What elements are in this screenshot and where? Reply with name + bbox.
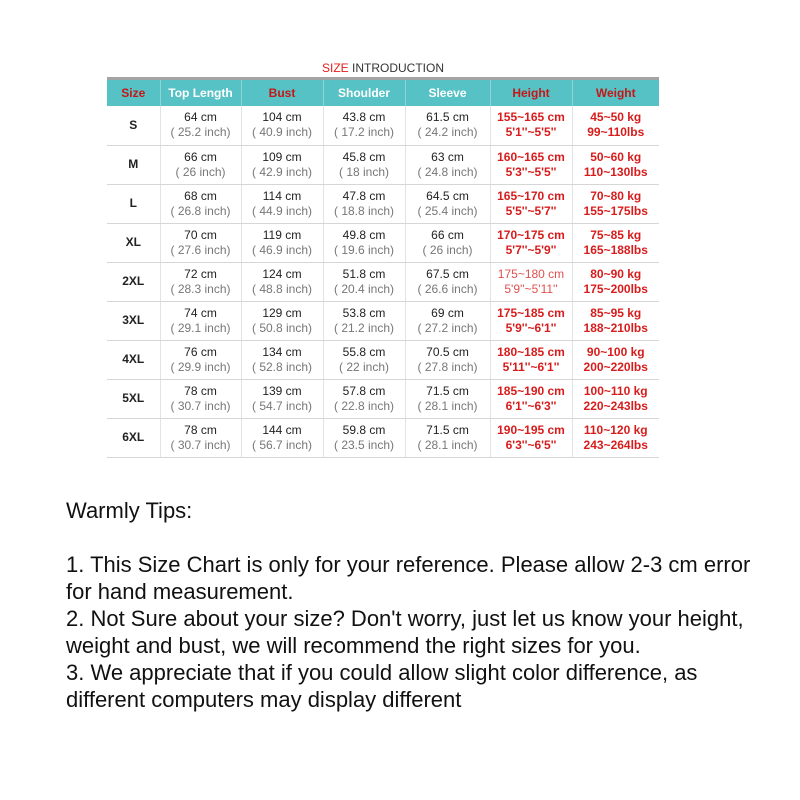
height-secondary: 5'5''~5'7'': [505, 203, 557, 218]
height-primary: 170~175 cm: [497, 227, 565, 242]
shoulder-cm: 47.8 cm: [342, 188, 386, 203]
chart-title-rest: INTRODUCTION: [348, 61, 444, 75]
height-cell: [490, 379, 572, 418]
shoulder-inch: ( 23.5 inch): [333, 437, 395, 452]
shoulder-inch: ( 17.2 inch): [333, 125, 395, 140]
top-length-cell: [160, 418, 241, 457]
height-secondary: 5'9''~6'1'': [505, 320, 557, 335]
sleeve-cell: [405, 106, 490, 145]
weight-secondary: 155~175lbs: [583, 203, 648, 218]
top-length-cm: 78 cm: [184, 422, 217, 437]
top-length-inch: ( 30.7 inch): [170, 437, 231, 452]
sleeve-inch: ( 24.8 inch): [417, 164, 478, 179]
bust-inch: ( 50.8 inch): [251, 320, 313, 335]
size-rows: [107, 106, 659, 457]
bust-cell: [241, 106, 323, 145]
shoulder-inch: ( 20.4 inch): [333, 281, 395, 296]
header-height: Height: [490, 80, 572, 106]
weight-primary: 100~110 kg: [583, 383, 648, 398]
height-primary: 175~185 cm: [497, 305, 565, 320]
height-secondary: 5'1''~5'5'': [505, 125, 557, 140]
height-primary: 160~165 cm: [497, 149, 565, 164]
bust-cell: [241, 262, 323, 301]
header-weight: Weight: [572, 80, 659, 106]
sleeve-inch: ( 28.1 inch): [417, 398, 478, 413]
shoulder-cell: [323, 262, 405, 301]
weight-secondary: 110~130lbs: [583, 164, 648, 179]
top-length-cell: [160, 340, 241, 379]
shoulder-cm: 49.8 cm: [342, 227, 386, 242]
bust-cm: 139 cm: [262, 383, 302, 398]
sleeve-inch: ( 26.6 inch): [417, 281, 478, 296]
shoulder-cm: 45.8 cm: [342, 149, 386, 164]
sleeve-inch: ( 24.2 inch): [417, 125, 478, 140]
weight-secondary: 165~188lbs: [583, 242, 648, 257]
shoulder-cell: [323, 301, 405, 340]
top-length-cm: 72 cm: [184, 266, 217, 281]
shoulder-cm: 51.8 cm: [342, 266, 386, 281]
size-cell: XL: [107, 223, 160, 262]
size-chart: [107, 58, 659, 458]
top-length-cell: [160, 145, 241, 184]
tip-item: 2. Not Sure about your size? Don't worry, just let us know your height, weight and bust, we will recommend the right sizes for you.: [66, 606, 744, 658]
bust-cm: 124 cm: [262, 266, 302, 281]
table-row: [107, 184, 659, 223]
height-primary: 190~195 cm: [497, 422, 565, 437]
top-length-cell: [160, 379, 241, 418]
sleeve-inch: ( 26 inch): [422, 242, 473, 257]
sleeve-cell: [405, 301, 490, 340]
bust-cell: [241, 379, 323, 418]
weight-secondary: 243~264lbs: [583, 437, 648, 452]
weight-secondary: 175~200lbs: [583, 281, 648, 296]
weight-cell: [572, 184, 659, 223]
sleeve-cell: [405, 145, 490, 184]
weight-primary: 110~120 kg: [583, 422, 648, 437]
height-secondary: 5'11''~6'1'': [502, 359, 560, 374]
tip-item: 3. We appreciate that if you could allow slight color difference, as different computers may display different: [66, 660, 698, 712]
header-sleeve: Sleeve: [405, 80, 490, 106]
sleeve-inch: ( 27.2 inch): [417, 320, 478, 335]
chart-title: [107, 58, 659, 80]
bust-cell: [241, 301, 323, 340]
top-length-cell: [160, 106, 241, 145]
shoulder-inch: ( 18 inch): [338, 164, 390, 179]
top-length-inch: ( 27.6 inch): [170, 242, 231, 257]
sleeve-cm: 71.5 cm: [426, 383, 469, 398]
table-row: [107, 145, 659, 184]
table-row: [107, 418, 659, 457]
top-length-inch: ( 25.2 inch): [170, 125, 231, 140]
sleeve-cm: 69 cm: [431, 305, 464, 320]
top-length-cm: 78 cm: [184, 383, 217, 398]
size-cell: 6XL: [107, 418, 160, 457]
size-cell: M: [107, 145, 160, 184]
weight-cell: [572, 223, 659, 262]
weight-cell: [572, 145, 659, 184]
weight-primary: 90~100 kg: [586, 344, 645, 359]
sleeve-cell: [405, 340, 490, 379]
shoulder-cell: [323, 145, 405, 184]
header-bust: Bust: [241, 80, 323, 106]
table-row: [107, 223, 659, 262]
weight-cell: [572, 301, 659, 340]
height-primary: 175~180 cm: [497, 266, 565, 281]
height-secondary: 5'3''~5'5'': [505, 164, 557, 179]
height-primary: 180~185 cm: [497, 344, 565, 359]
height-secondary: 5'7''~5'9'': [505, 242, 557, 257]
weight-primary: 85~95 kg: [590, 305, 642, 320]
chart-title-accent: SIZE: [322, 61, 349, 75]
top-length-inch: ( 29.1 inch): [170, 320, 231, 335]
weight-cell: [572, 106, 659, 145]
header-size: Size: [107, 80, 160, 106]
top-length-cm: 64 cm: [184, 110, 217, 125]
shoulder-inch: ( 21.2 inch): [333, 320, 395, 335]
shoulder-cm: 43.8 cm: [342, 110, 386, 125]
height-primary: 155~165 cm: [497, 110, 565, 125]
shoulder-cell: [323, 184, 405, 223]
weight-primary: 45~50 kg: [590, 110, 642, 125]
bust-inch: ( 56.7 inch): [251, 437, 313, 452]
bust-cell: [241, 418, 323, 457]
top-length-cm: 68 cm: [184, 188, 217, 203]
top-length-cell: [160, 262, 241, 301]
shoulder-cm: 53.8 cm: [342, 305, 386, 320]
shoulder-inch: ( 22 inch): [338, 359, 390, 374]
header-row: [107, 80, 659, 106]
sleeve-inch: ( 28.1 inch): [417, 437, 478, 452]
bust-cell: [241, 223, 323, 262]
shoulder-cm: 59.8 cm: [342, 422, 386, 437]
shoulder-cm: 55.8 cm: [342, 344, 386, 359]
size-cell: L: [107, 184, 160, 223]
shoulder-cell: [323, 223, 405, 262]
bust-inch: ( 40.9 inch): [251, 125, 313, 140]
top-length-cm: 66 cm: [184, 149, 217, 164]
top-length-cm: 76 cm: [184, 344, 217, 359]
sleeve-cm: 71.5 cm: [426, 422, 469, 437]
size-cell: 5XL: [107, 379, 160, 418]
bust-inch: ( 46.9 inch): [251, 242, 313, 257]
weight-secondary: 220~243lbs: [583, 398, 648, 413]
sleeve-cm: 61.5 cm: [426, 110, 469, 125]
sleeve-cell: [405, 184, 490, 223]
height-cell: [490, 223, 572, 262]
height-secondary: 5'9''~5'11'': [504, 281, 558, 296]
bust-inch: ( 44.9 inch): [251, 203, 313, 218]
top-length-cm: 74 cm: [184, 305, 217, 320]
height-primary: 165~170 cm: [497, 188, 565, 203]
table-row: [107, 379, 659, 418]
sleeve-cell: [405, 418, 490, 457]
weight-cell: [572, 340, 659, 379]
bust-inch: ( 48.8 inch): [251, 281, 313, 296]
shoulder-inch: ( 19.6 inch): [333, 242, 395, 257]
weight-cell: [572, 262, 659, 301]
shoulder-cell: [323, 340, 405, 379]
weight-primary: 70~80 kg: [590, 188, 642, 203]
sleeve-cm: 67.5 cm: [426, 266, 469, 281]
weight-primary: 75~85 kg: [590, 227, 642, 242]
sleeve-cell: [405, 379, 490, 418]
weight-cell: [572, 418, 659, 457]
size-cell: 3XL: [107, 301, 160, 340]
top-length-inch: ( 30.7 inch): [170, 398, 231, 413]
sleeve-cm: 63 cm: [431, 149, 464, 164]
shoulder-cell: [323, 379, 405, 418]
tip-item: 1. This Size Chart is only for your reference. Please allow 2-3 cm error for hand measurement.: [66, 552, 751, 604]
sleeve-cm: 64.5 cm: [426, 188, 469, 203]
bust-cell: [241, 145, 323, 184]
bust-inch: ( 54.7 inch): [251, 398, 313, 413]
height-cell: [490, 340, 572, 379]
bust-cm: 104 cm: [262, 110, 302, 125]
bust-cm: 119 cm: [262, 227, 302, 242]
weight-primary: 50~60 kg: [590, 149, 642, 164]
height-cell: [490, 184, 572, 223]
shoulder-inch: ( 18.8 inch): [333, 203, 395, 218]
height-cell: [490, 145, 572, 184]
bust-cm: 134 cm: [262, 344, 302, 359]
height-cell: [490, 262, 572, 301]
bust-cell: [241, 340, 323, 379]
bust-cell: [241, 184, 323, 223]
size-cell: 4XL: [107, 340, 160, 379]
top-length-cell: [160, 301, 241, 340]
weight-secondary: 99~110lbs: [587, 125, 645, 140]
size-table: [107, 80, 659, 458]
height-secondary: 6'1''~6'3'': [505, 398, 557, 413]
weight-secondary: 200~220lbs: [583, 359, 648, 374]
top-length-inch: ( 28.3 inch): [170, 281, 231, 296]
shoulder-inch: ( 22.8 inch): [333, 398, 395, 413]
height-primary: 185~190 cm: [497, 383, 565, 398]
tips-heading: Warmly Tips:: [66, 498, 193, 523]
table-row: [107, 340, 659, 379]
shoulder-cm: 57.8 cm: [342, 383, 386, 398]
bust-inch: ( 52.8 inch): [251, 359, 313, 374]
size-cell: S: [107, 106, 160, 145]
table-row: [107, 262, 659, 301]
sleeve-cm: 66 cm: [431, 227, 464, 242]
sleeve-cell: [405, 223, 490, 262]
top-length-inch: ( 29.9 inch): [170, 359, 231, 374]
shoulder-cell: [323, 106, 405, 145]
sleeve-inch: ( 25.4 inch): [417, 203, 478, 218]
top-length-inch: ( 26 inch): [175, 164, 226, 179]
weight-primary: 80~90 kg: [590, 266, 642, 281]
top-length-inch: ( 26.8 inch): [170, 203, 231, 218]
height-cell: [490, 418, 572, 457]
table-row: [107, 106, 659, 145]
height-cell: [490, 106, 572, 145]
bust-cm: 144 cm: [262, 422, 302, 437]
sleeve-cm: 70.5 cm: [426, 344, 469, 359]
table-row: [107, 301, 659, 340]
bust-cm: 109 cm: [262, 149, 302, 164]
height-cell: [490, 301, 572, 340]
height-secondary: 6'3''~6'5'': [505, 437, 557, 452]
top-length-cell: [160, 223, 241, 262]
weight-cell: [572, 379, 659, 418]
header-shoulder: Shoulder: [323, 80, 405, 106]
weight-secondary: 188~210lbs: [583, 320, 648, 335]
sleeve-inch: ( 27.8 inch): [417, 359, 478, 374]
header-top-length: Top Length: [160, 80, 241, 106]
shoulder-cell: [323, 418, 405, 457]
top-length-cm: 70 cm: [184, 227, 217, 242]
bust-inch: ( 42.9 inch): [251, 164, 313, 179]
bust-cm: 114 cm: [262, 188, 302, 203]
size-cell: 2XL: [107, 262, 160, 301]
sleeve-cell: [405, 262, 490, 301]
top-length-cell: [160, 184, 241, 223]
bust-cm: 129 cm: [262, 305, 302, 320]
warmly-tips: [66, 497, 766, 713]
